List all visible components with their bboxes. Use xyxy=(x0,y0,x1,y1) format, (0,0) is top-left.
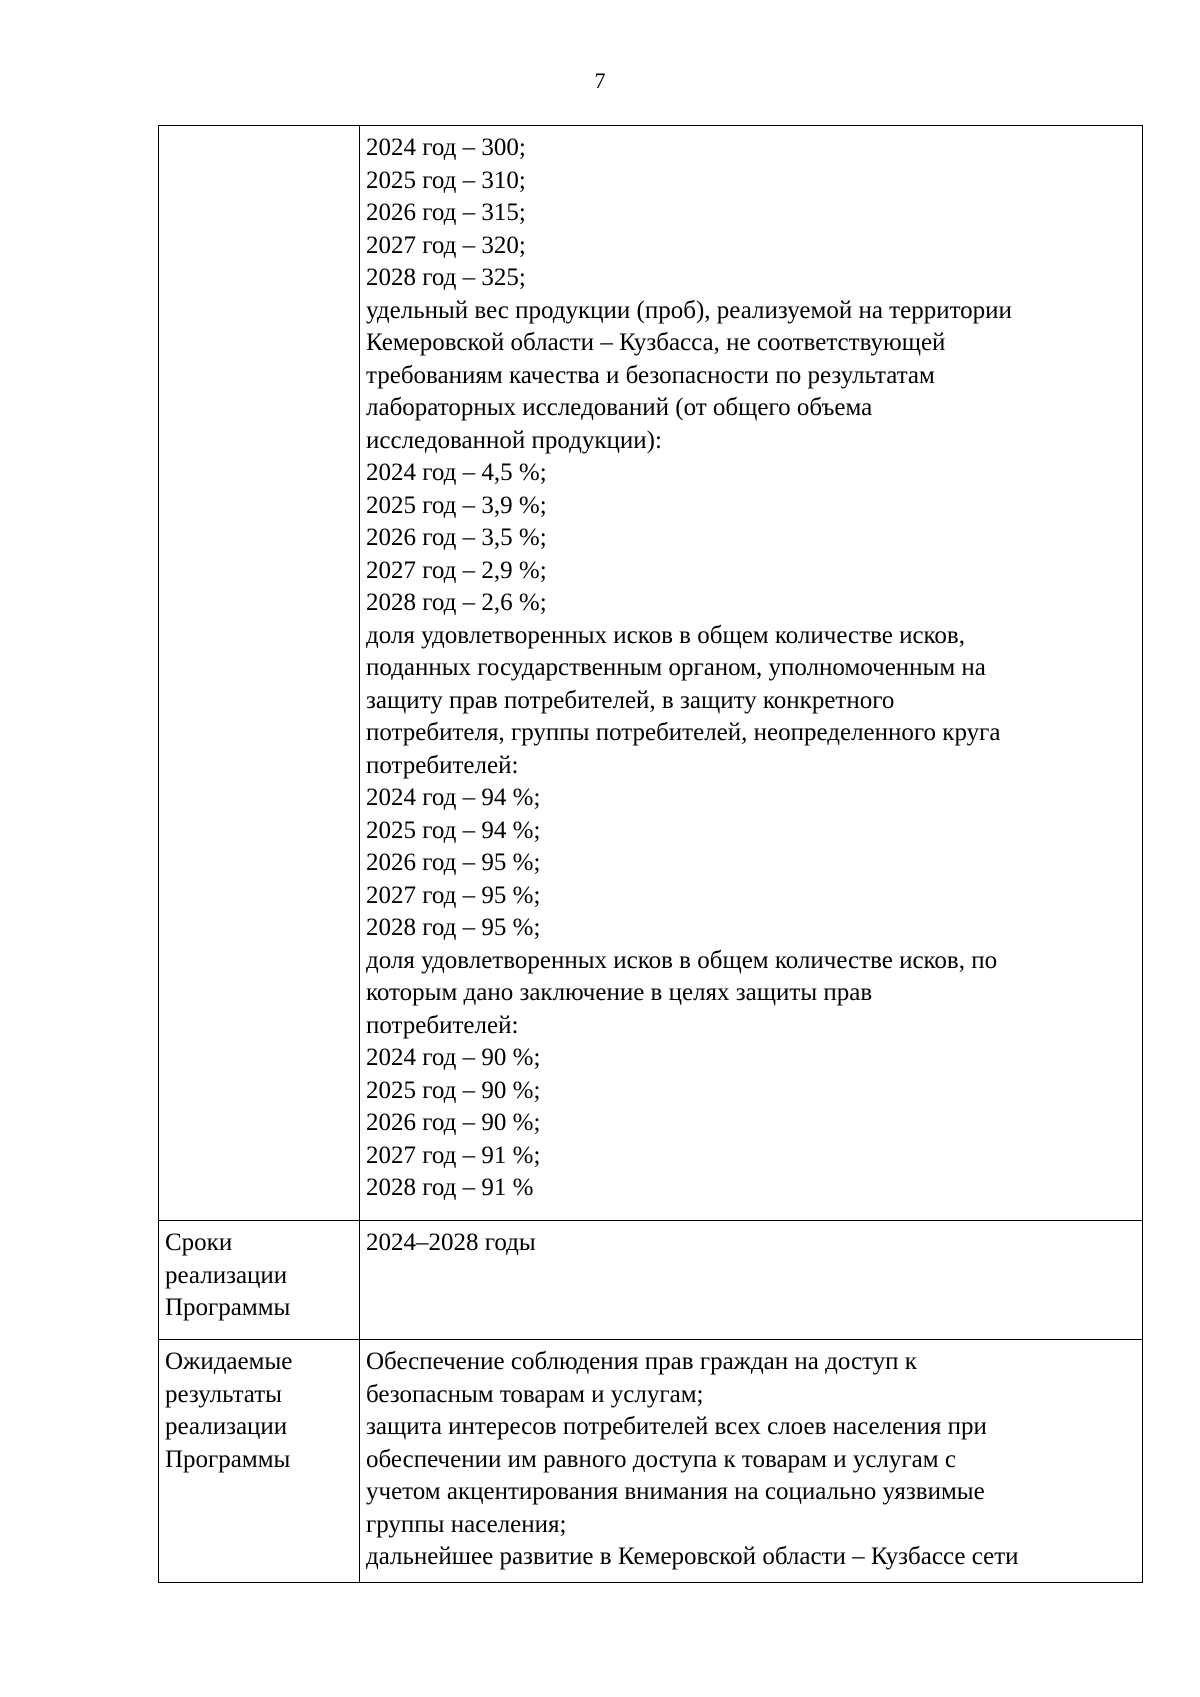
results-label-line: результаты xyxy=(165,1380,282,1408)
indicator-text-line: 2027 год – 95 %; xyxy=(366,881,541,909)
page-number: 7 xyxy=(594,68,606,93)
indicator-text-line: 2024 год – 300; xyxy=(366,134,526,161)
indicator-text-line: 2026 год – 315; xyxy=(366,199,526,226)
results-values-cell xyxy=(360,1340,1143,1583)
indicator-text-line: лабораторных исследований (от общего объема xyxy=(366,394,873,421)
indicator-text-line: 2025 год – 310; xyxy=(366,166,526,194)
indicator-text-line: требованиям качества и безопасности по результатам xyxy=(366,361,935,389)
indicator-text-line: 2026 год – 90 %; xyxy=(366,1109,541,1136)
table-row-terms xyxy=(159,1221,1143,1340)
indicator-text-line: потребителя, группы потребителей, неопределенного круга xyxy=(366,719,1001,746)
results-text-line: безопасным товарам и услугам; xyxy=(366,1380,704,1408)
indicators-values-cell xyxy=(360,126,1143,1221)
results-label-line: Программы xyxy=(165,1445,291,1473)
indicator-text-line: удельный вес продукции (проб), реализуемой на территории xyxy=(366,296,1012,324)
terms-label-line: Сроки xyxy=(165,1229,233,1256)
table-row-results xyxy=(159,1340,1143,1583)
results-text-line: Обеспечение соблюдения прав граждан на доступ к xyxy=(366,1348,917,1375)
terms-value: 2024–2028 годы xyxy=(366,1229,536,1256)
program-passport-table xyxy=(158,125,1143,1583)
results-text-line: защита интересов потребителей всех слоев населения при xyxy=(366,1413,987,1440)
terms-label-line: Программы xyxy=(165,1294,291,1321)
results-text-line: учетом акцентирования внимания на социально уязвимые xyxy=(366,1478,985,1505)
indicator-text-line: 2028 год – 91 % xyxy=(366,1174,534,1201)
terms-label-line: реализации xyxy=(165,1261,288,1289)
terms-label-cell xyxy=(159,1221,360,1340)
indicator-text-line: доля удовлетворенных исков в общем количестве исков, xyxy=(366,621,965,649)
results-text-line: группы населения; xyxy=(366,1510,567,1538)
indicator-text-line: поданных государственным органом, уполномоченным на xyxy=(366,654,986,681)
indicator-text-line: исследованной продукции): xyxy=(366,426,662,454)
indicator-text-line: Кемеровской области – Кузбасса, не соответствующей xyxy=(366,329,946,356)
label-cell-empty xyxy=(159,126,360,1221)
indicator-text-line: 2026 год – 95 %; xyxy=(366,849,541,876)
results-label-line: Ожидаемые xyxy=(165,1348,293,1375)
results-text-line: обеспечении им равного доступа к товарам и услугам с xyxy=(366,1445,956,1473)
indicator-text-line: потребителей: xyxy=(366,1011,519,1039)
table-row-indicators xyxy=(159,126,1143,1221)
indicator-text-line: защиту прав потребителей, в защиту конкретного xyxy=(366,686,895,714)
indicator-text-line: 2024 год – 4,5 %; xyxy=(366,459,547,486)
indicator-text-line: 2024 год – 90 %; xyxy=(366,1044,541,1071)
indicator-text-line: потребителей: xyxy=(366,751,519,779)
indicator-text-line: 2027 год – 320; xyxy=(366,231,526,259)
indicator-text-line: 2028 год – 325; xyxy=(366,264,526,291)
indicator-text-line: доля удовлетворенных исков в общем количестве исков, по xyxy=(366,946,998,974)
results-label-cell xyxy=(159,1340,360,1583)
indicator-text-line: 2027 год – 2,9 %; xyxy=(366,556,547,584)
indicator-text-line: 2025 год – 94 %; xyxy=(366,816,541,844)
indicator-text-line: 2024 год – 94 %; xyxy=(366,784,541,811)
indicator-text-line: 2026 год – 3,5 %; xyxy=(366,524,547,551)
indicator-text-line: которым дано заключение в целях защиты прав xyxy=(366,979,873,1006)
indicator-text-line: 2027 год – 91 %; xyxy=(366,1141,541,1169)
results-label-line: реализации xyxy=(165,1413,288,1440)
indicator-text-line: 2025 год – 90 %; xyxy=(366,1076,541,1104)
indicator-text-line: 2028 год – 95 %; xyxy=(366,914,541,941)
results-text-line: дальнейшее развитие в Кемеровской области – Кузбассе сети xyxy=(366,1543,1019,1570)
indicator-text-line: 2025 год – 3,9 %; xyxy=(366,491,547,519)
terms-value-cell xyxy=(360,1221,1143,1340)
indicator-text-line: 2028 год – 2,6 %; xyxy=(366,589,547,616)
